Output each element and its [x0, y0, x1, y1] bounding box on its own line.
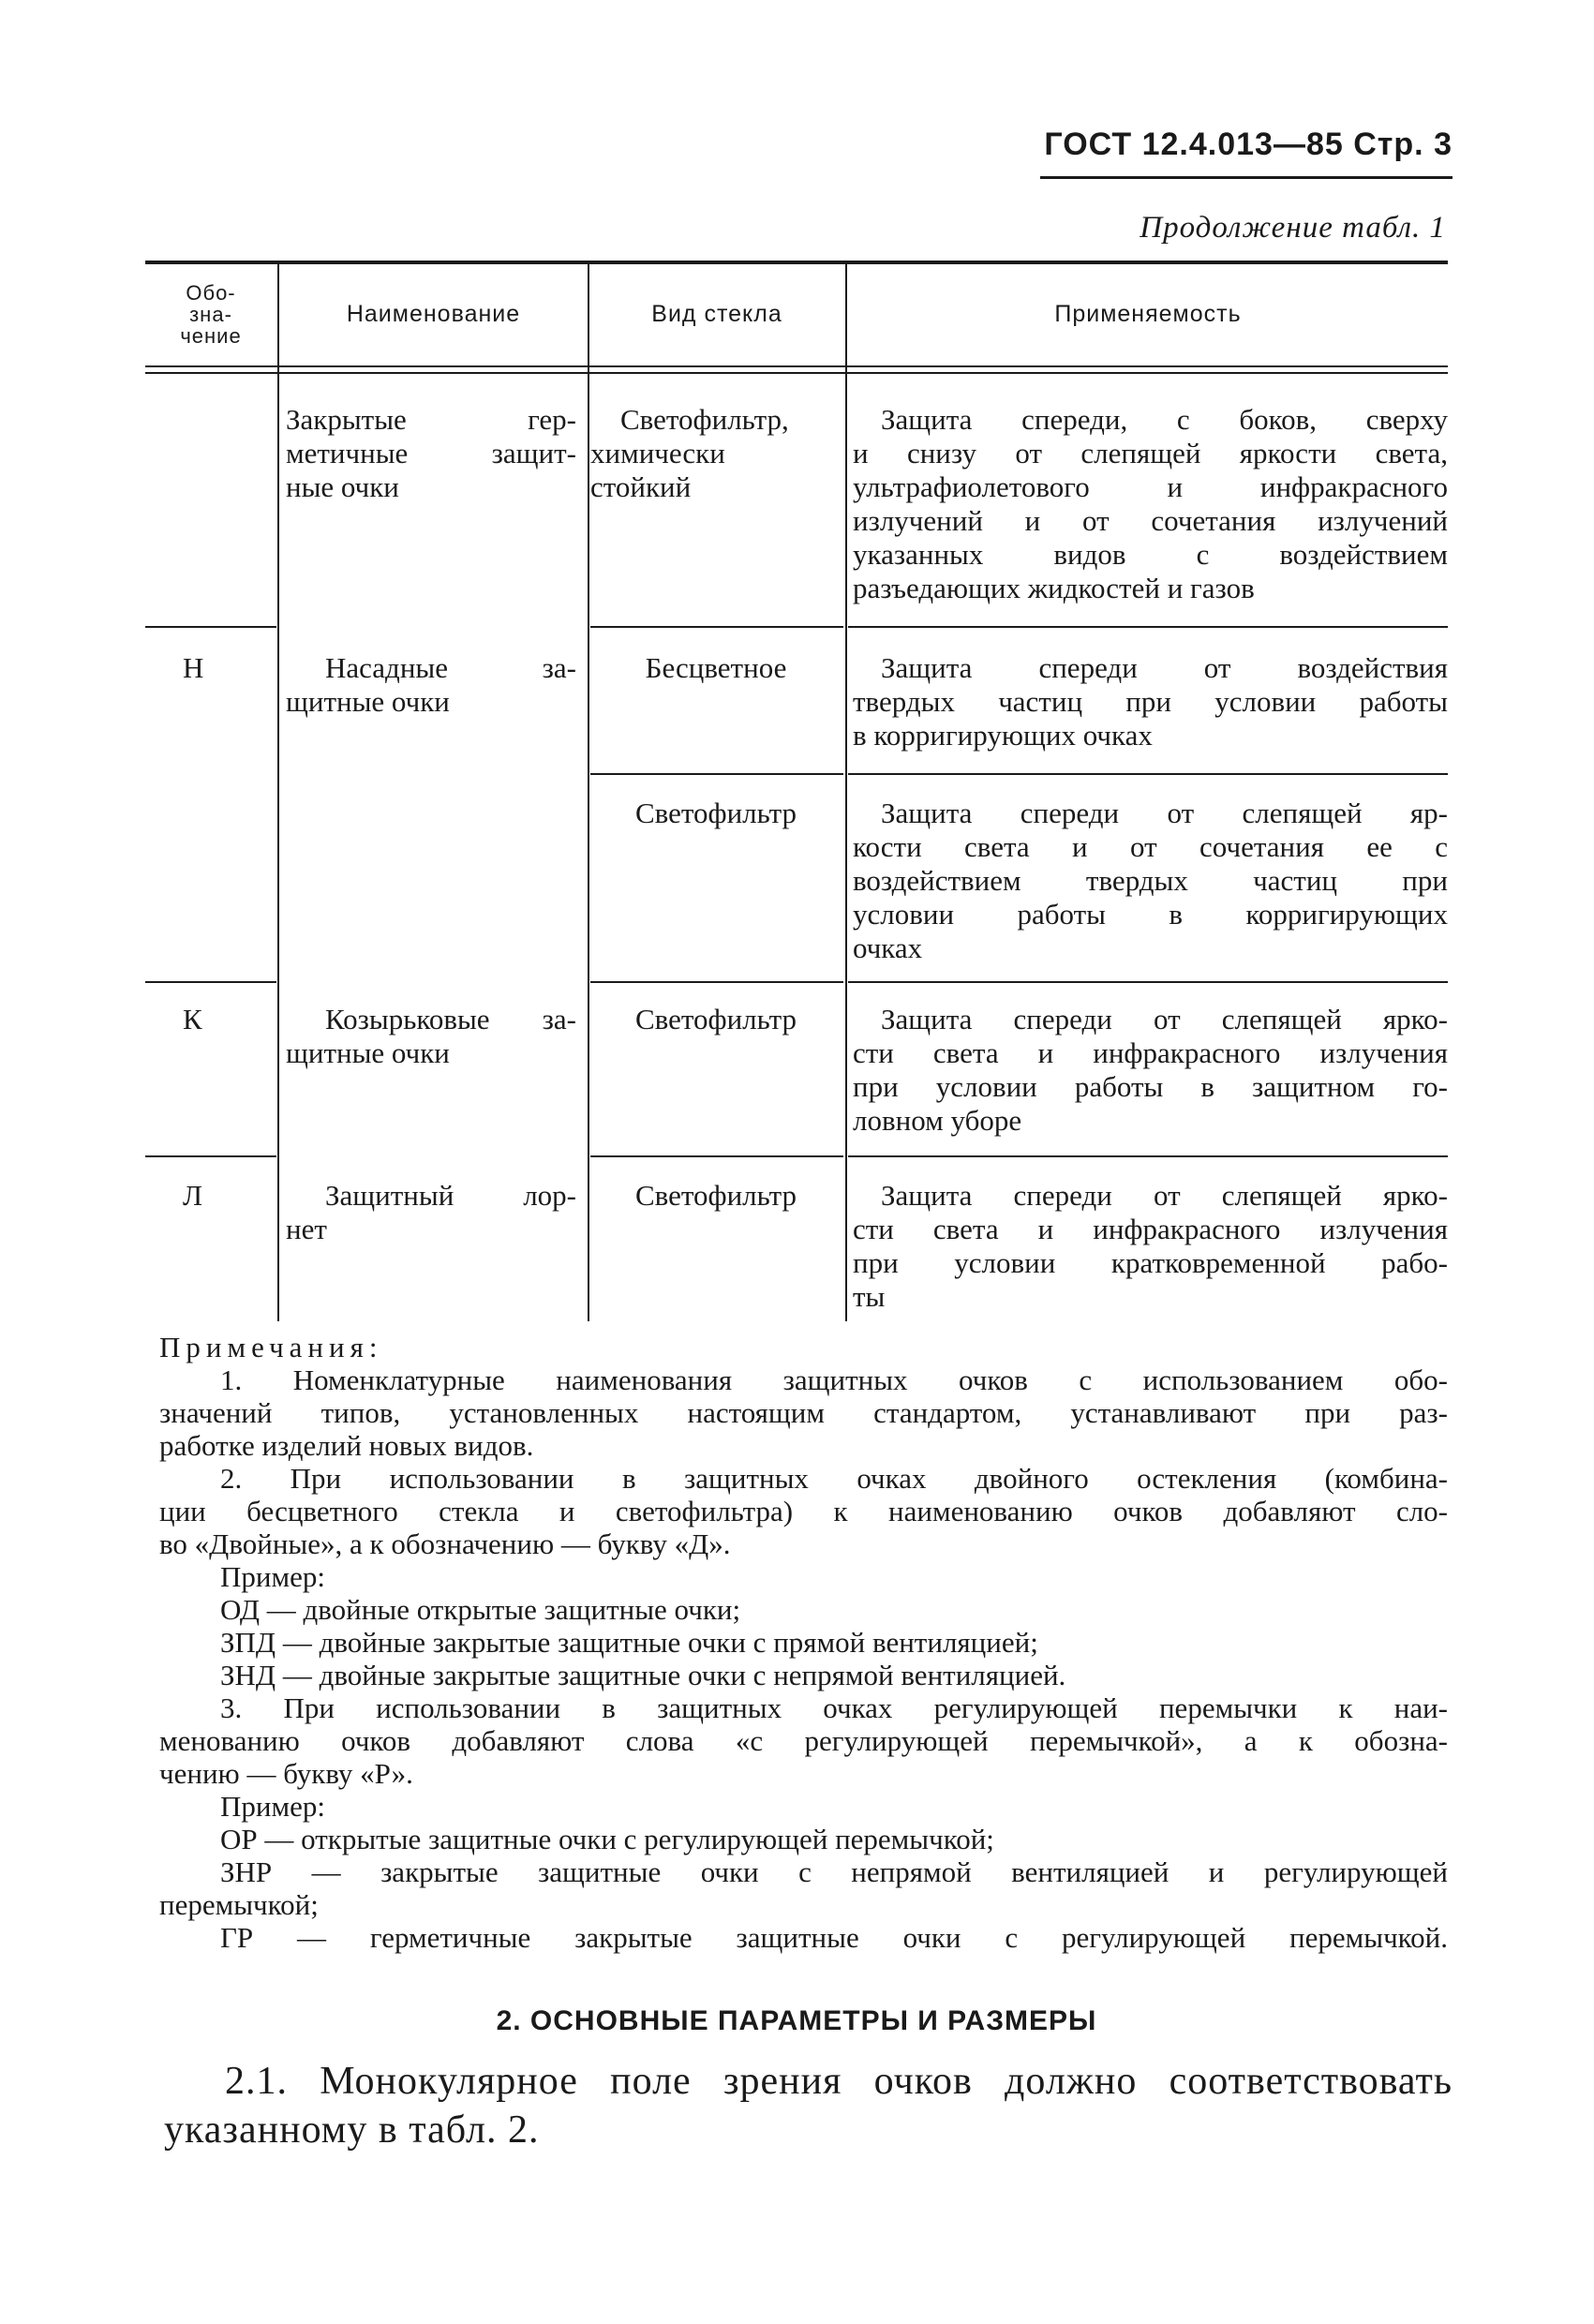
cell-glass: Светофильтр	[634, 1003, 797, 1035]
header-rule	[1040, 176, 1452, 179]
cell-glass: Светофильтр, химически стойкий	[590, 403, 789, 503]
cell-glass: Бесцветное	[645, 651, 787, 684]
row-rule	[590, 981, 843, 983]
cell-name: Козырьковые за- щитные очки	[286, 1003, 576, 1069]
header-bottom-rule-1	[145, 365, 1448, 367]
column-divider	[845, 262, 847, 1321]
note-line: 1. Номенклатурные наименования защитных очков с использованием обо-	[220, 1363, 1448, 1396]
note-line: работке изделий новых видов.	[159, 1429, 534, 1462]
notes-title: Примечания:	[159, 1331, 383, 1363]
column-header-use: Применяемость	[1054, 300, 1242, 327]
column-header-glass: Вид стекла	[651, 300, 782, 327]
note-line: ЗНД — двойные закрытые защитные очки с непрямой вентиляцией.	[220, 1659, 1066, 1691]
cell-code: К	[183, 1003, 202, 1035]
header-bottom-rule-2	[145, 372, 1448, 374]
section-title: 2. ОСНОВНЫЕ ПАРАМЕТРЫ И РАЗМЕРЫ	[496, 2005, 1097, 2036]
note-line: ции бесцветного стекла и светофильтра) к наименованию очков добавляют сло-	[159, 1495, 1448, 1527]
note-line: Пример:	[220, 1560, 325, 1593]
document-header: ГОСТ 12.4.013—85 Стр. 3	[1044, 127, 1452, 162]
note-line: Пример:	[220, 1790, 325, 1823]
note-line: чению — букву «Р».	[159, 1757, 413, 1790]
row-rule	[590, 626, 843, 628]
row-rule	[145, 981, 276, 983]
note-line: 3. При использовании в защитных очках регулирующей перемычки к наи-	[220, 1691, 1448, 1724]
row-rule	[590, 1155, 843, 1157]
note-line: 2. При использовании в защитных очках двойного остекления (комбина-	[220, 1462, 1448, 1495]
cell-name: Закрытые гер- метичные защит- ные очки	[286, 403, 576, 503]
cell-name: Защитный лор- нет	[286, 1179, 576, 1245]
cell-name: Насадные за- щитные очки	[286, 651, 576, 718]
note-line: перемычкой;	[159, 1888, 319, 1921]
column-divider	[588, 262, 589, 1321]
cell-use: Защита спереди от слепящей яр- кости света и от сочетания ее с воздействием твердых частиц при условии работы в корригирующих очках	[853, 797, 1448, 964]
note-line: ОД — двойные открытые защитные очки;	[220, 1593, 741, 1626]
column-header-name: Наименование	[346, 300, 521, 327]
cell-use: Защита спереди, с боков, сверху и снизу от слепящей яркости света, ультрафиолетового и инфракрасного излучений и от сочетания излучений указанных видов с воздействием разъедающих жидкостей и газов	[853, 403, 1448, 604]
table-continuation-label: Продолжение табл. 1	[1140, 211, 1446, 245]
column-header-code: Обо- зна- чение	[180, 280, 242, 348]
note-line: во «Двойные», а к обозначению — букву «Д».	[159, 1527, 731, 1560]
row-rule	[145, 626, 276, 628]
row-rule	[848, 981, 1448, 983]
note-line: менованию очков добавляют слова «с регулирующей перемычкой», а к обозна-	[159, 1724, 1448, 1757]
row-rule	[848, 626, 1448, 628]
row-rule	[145, 1155, 276, 1157]
row-rule	[590, 773, 843, 775]
cell-use: Защита спереди от слепящей ярко- сти света и инфракрасного излучения при условии кратковременной рабо- ты	[853, 1179, 1448, 1313]
row-rule	[848, 1155, 1448, 1157]
paragraph-line: указанному в табл. 2.	[164, 2108, 540, 2152]
cell-code: Н	[183, 651, 204, 684]
note-line: ЗПД — двойные закрытые защитные очки с прямой вентиляцией;	[220, 1626, 1038, 1659]
note-line: ЗНР — закрытые защитные очки с непрямой вентиляцией и регулирующей	[220, 1855, 1448, 1888]
cell-use: Защита спереди от слепящей ярко- сти света и инфракрасного излучения при условии работы в защитном го- ловном уборе	[853, 1003, 1448, 1137]
notes	[159, 1331, 1448, 1954]
cell-glass: Светофильтр	[634, 1179, 797, 1212]
cell-use: Защита спереди от воздействия твердых частиц при условии работы в корригирующих очках	[853, 651, 1448, 752]
note-line: ОР — открытые защитные очки с регулирующей перемычкой;	[220, 1823, 994, 1855]
column-divider	[277, 262, 279, 1321]
cell-glass: Светофильтр	[634, 797, 797, 829]
section-paragraph	[164, 2057, 1452, 2154]
note-line: ГР — герметичные закрытые защитные очки с регулирующей перемычкой.	[220, 1921, 1448, 1954]
cell-code: Л	[183, 1179, 203, 1212]
note-line: значений типов, установленных настоящим стандартом, устанавливают при раз-	[159, 1396, 1448, 1429]
paragraph-line: 2.1. Монокулярное поле зрения очков должно соответствовать	[225, 2060, 1452, 2103]
row-rule	[848, 773, 1448, 775]
